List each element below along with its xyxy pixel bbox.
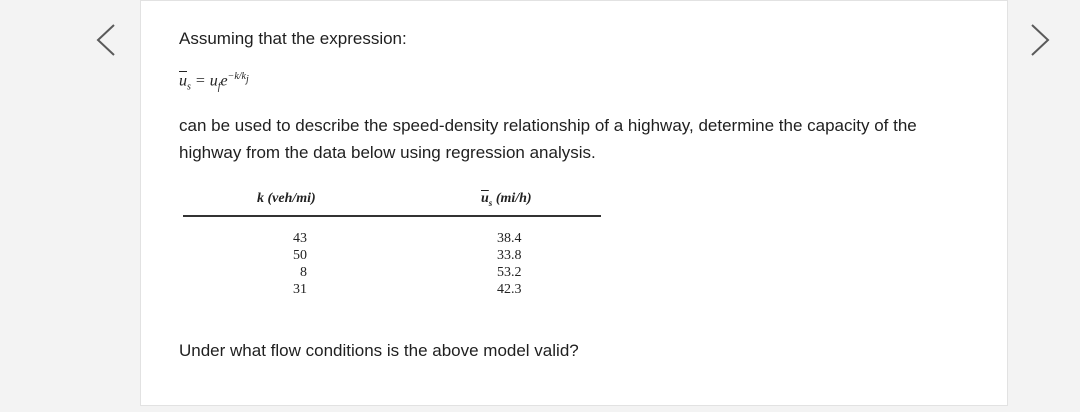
prev-button[interactable]	[88, 22, 124, 58]
cell-speed: 38.4	[497, 231, 522, 246]
table-body	[183, 231, 601, 299]
table-row	[183, 282, 601, 299]
chevron-left-icon	[94, 23, 118, 57]
table-row	[183, 231, 601, 248]
speed-density-formula: $\overline{u}_s = u_fe^{-k/k_j}$	[179, 71, 249, 93]
cell-density: 50	[293, 248, 307, 263]
problem-statement: can be used to describe the speed-density relationship of a highway, determine the capacity of the highway from the data below using regression analysis.	[179, 116, 917, 162]
cell-speed: 33.8	[497, 248, 522, 263]
cell-density: 43	[293, 231, 307, 246]
table-row	[183, 265, 601, 282]
cell-speed: 42.3	[497, 282, 522, 297]
intro-text: Assuming that the expression:	[179, 29, 407, 48]
next-button[interactable]	[1022, 22, 1058, 58]
table-header	[183, 187, 601, 217]
column-header-speed: $\overline{u}_s$ (mi/h)	[481, 191, 532, 208]
cell-density: 8	[300, 265, 307, 280]
question-card	[140, 0, 1008, 406]
cell-density: 31	[293, 282, 307, 297]
chevron-right-icon	[1028, 23, 1052, 57]
closing-question: Under what flow conditions is the above model valid?	[179, 341, 579, 360]
data-table	[183, 187, 601, 299]
cell-speed: 53.2	[497, 265, 522, 280]
column-header-density: k (veh/mi)	[257, 191, 316, 206]
table-row	[183, 248, 601, 265]
